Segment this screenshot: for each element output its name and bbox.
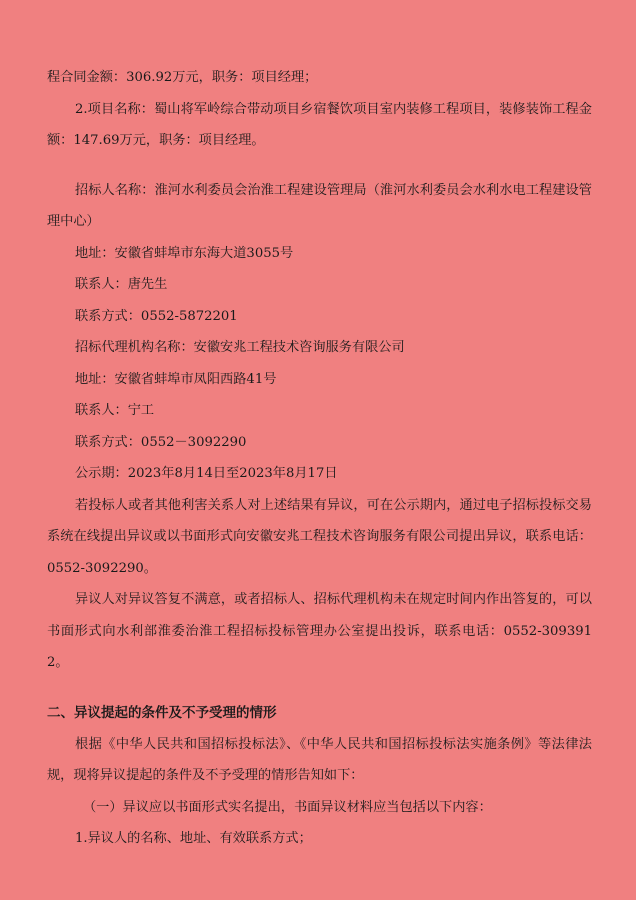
- spacer: [47, 679, 592, 697]
- paragraph-objection-channel: 若投标人或者其他利害关系人对上述结果有异议，可在公示期内，通过电子招标投标交易系统在线提出异议或以书面形式向安徽安兆工程技术咨询服务有限公司提出异议，联系电话：0552-3092290。: [47, 497, 592, 576]
- paragraph-legal-basis: 根据《中华人民共和国招标投标法》、《中华人民共和国招标投标法实施条例》等法律法规，现将异议提起的条件及不予受理的情形告知如下：: [47, 736, 592, 783]
- paragraph-tenderer-name: 招标人名称：淮河水利委员会治淮工程建设管理局（淮河水利委员会水利水电工程建设管理中心）: [47, 182, 592, 229]
- paragraph-objection-item-1: 1.异议人的名称、地址、有效联系方式；: [75, 831, 312, 846]
- paragraph-project-2: 2.项目名称：蜀山将军岭综合带动项目乡宿餐饮项目室内装修工程项目，装修装饰工程金额：147.69万元，职务：项目经理。: [47, 101, 592, 148]
- paragraph-tenderer-address: 地址：安徽省蚌埠市东海大道3055号: [75, 245, 294, 261]
- paragraph-tenderer-phone: 联系方式：0552-5872201: [75, 308, 238, 324]
- paragraph-contract-amount: 程合同金额：306.92万元，职务：项目经理；: [47, 70, 318, 85]
- paragraph-agency-address: 地址：安徽省蚌埠市凤阳西路41号: [75, 371, 277, 387]
- paragraph-tenderer-contact: 联系人：唐先生: [75, 277, 168, 292]
- spacer: [47, 157, 592, 175]
- paragraph-complaint-channel: 异议人对异议答复不满意，或者招标人、招标代理机构未在规定时间内作出答复的，可以书面形式向水利部淮委治淮工程招标投标管理办公室提出投诉，联系电话：0552-3093912。: [47, 592, 592, 670]
- section-heading: 二、异议提起的条件及不予受理的情形: [47, 704, 277, 721]
- paragraph-agency-contact: 联系人：宁工: [75, 403, 155, 418]
- paragraph-agency-name: 招标代理机构名称：安徽安兆工程技术咨询服务有限公司: [75, 340, 405, 355]
- paragraph-agency-phone: 联系方式：0552－3092290: [75, 434, 247, 450]
- paragraph-publicity-period: 公示期：2023年8月14日至2023年8月17日: [75, 466, 338, 481]
- paragraph-objection-form: （一）异议应以书面形式实名提出，书面异议材料应当包括以下内容：: [83, 799, 492, 815]
